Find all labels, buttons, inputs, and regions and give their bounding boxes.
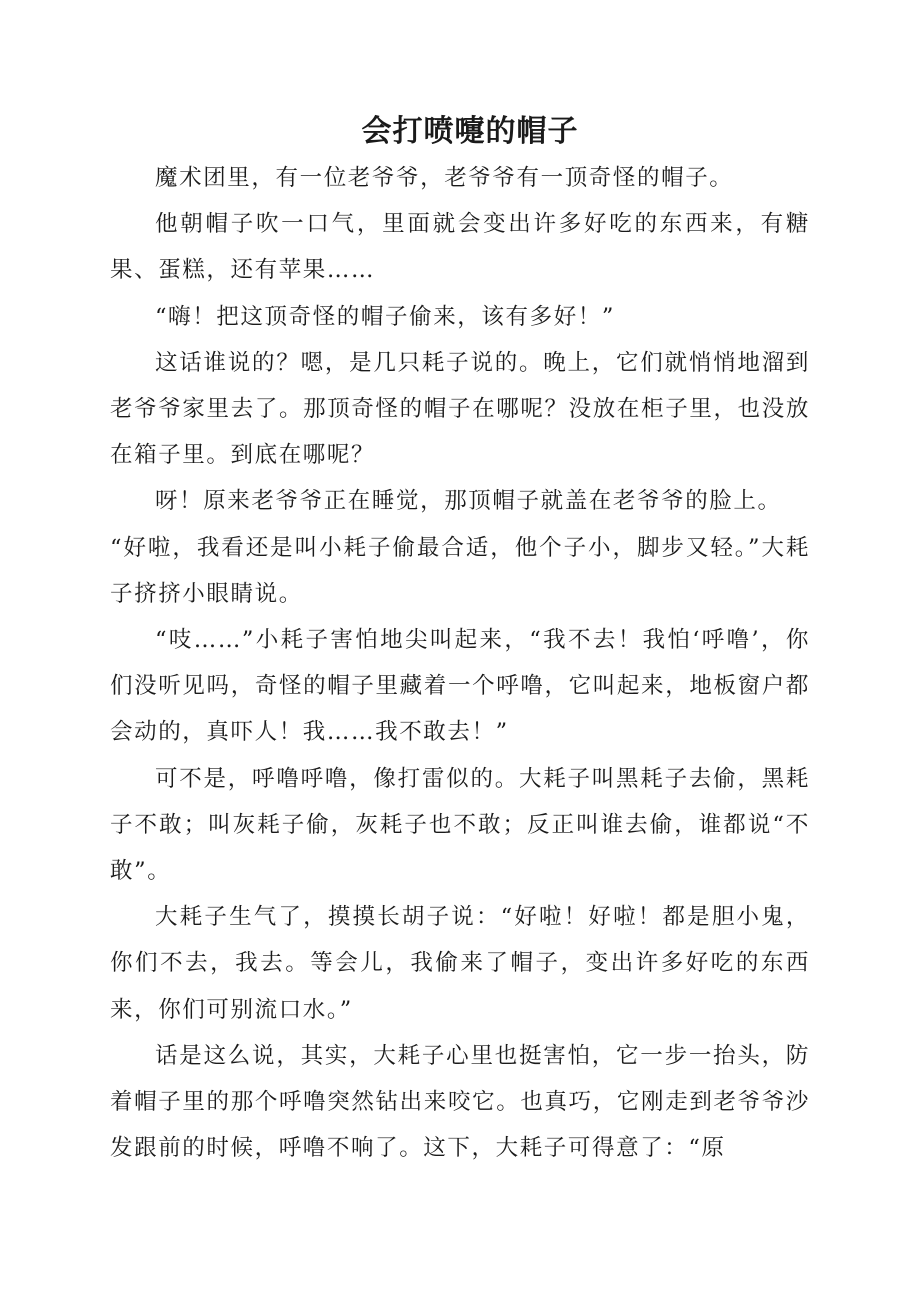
paragraph: “嗨！把这顶奇怪的帽子偷来，该有多好！” (155, 303, 616, 330)
paragraph: 这话谁说的？嗯，是几只耗子说的。晚上，它们就悄悄地溜到老爷爷家里去了。那顶奇怪的帽子在哪呢？没放在柜子里，也没放在箱子里。到底在哪呢？ (110, 349, 810, 469)
paragraph: “吱……”小耗子害怕地尖叫起来，“我不去！我怕‘呼噜’，你们没听见吗，奇怪的帽子里藏着一个呼噜，它叫起来，地板窗户都会动的，真吓人！我……我不敢去！” (110, 627, 810, 746)
paragraph: 可不是，呼噜呼噜，像打雷似的。大耗子叫黑耗子去偷，黑耗子不敢；叫灰耗子偷，灰耗子也不敢；反正叫谁去偷，谁都说“不敢”。 (110, 765, 810, 885)
paragraph: “好啦，我看还是叫小耗子偷最合适，他个子小，脚步又轻。”大耗子挤挤小眼睛说。 (110, 534, 810, 607)
paragraph: 大耗子生气了，摸摸长胡子说：“好啦！好啦！都是胆小鬼，你们不去，我去。等会儿，我偷来了帽子，变出许多好吃的东西来，你们可别流口水。” (110, 904, 810, 1023)
document-body (110, 155, 810, 1171)
paragraph: 话是这么说，其实，大耗子心里也挺害怕，它一步一抬头，防着帽子里的那个呼噜突然钻出来咬它。也真巧，它刚走到老爷爷沙发跟前的时候，呼噜不响了。这下，大耗子可得意了：“原 (110, 1042, 810, 1162)
document-title: 会打喷嚏的帽子 (361, 114, 579, 149)
paragraph: 他朝帽子吹一口气，里面就会变出许多好吃的东西来，有糖果、蛋糕，还有苹果…… (110, 211, 810, 284)
paragraph: 魔术团里，有一位老爷爷，老爷爷有一顶奇怪的帽子。 (155, 165, 734, 191)
paragraph: 呀！原来老爷爷正在睡觉，那顶帽子就盖在老爷爷的脸上。 (155, 488, 782, 515)
